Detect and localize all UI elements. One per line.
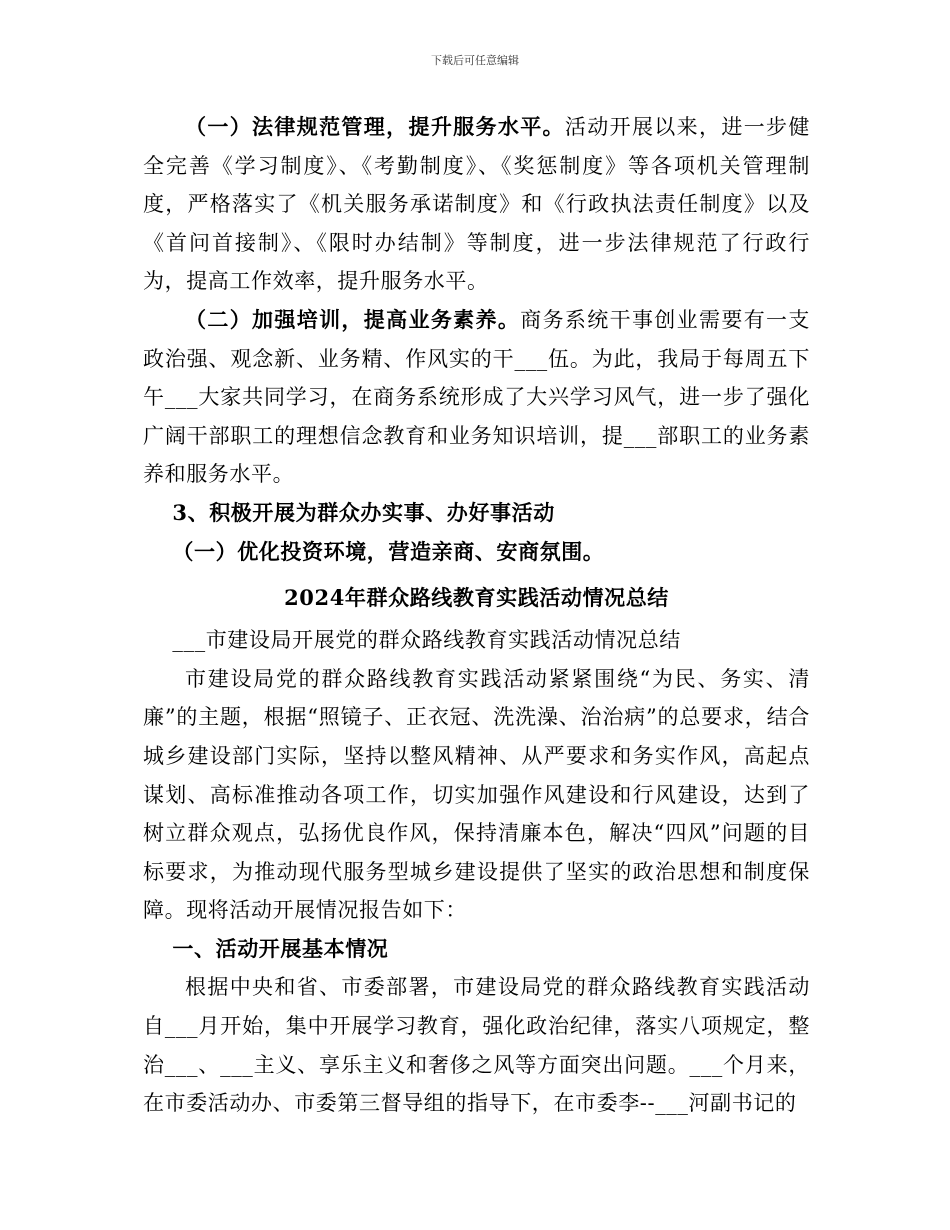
document-title: 2024年群众路线教育实践活动情况总结 [284,585,669,611]
document-body [143,108,810,1123]
paragraph-text-training: 商务系统干事创业需要有一支政治强、观念新、业务精、作风实的干___伍。为此，我局于每周五下午___大家共同学习，在商务系统形成了大兴学习风气，进一步了强化广阔干部职工的理想信念教育和业务知识培训，提___部职工的业务素养和服务水平。 [143,307,810,487]
heading-practical-activities: 3、积极开展为群众办实事、办好事活动 [172,499,555,525]
document-subtitle: ___市建设局开展党的群众路线教育实践活动情况总结 [172,628,681,653]
paragraph-overview: 市建设局党的群众路线教育实践活动紧紧围绕“为民、务实、清廉”的主题，根据“照镜子、正衣冠、洗洗澡、治治病”的总要求，结合城乡建设部门实际，坚持以整风精神、从严要求和务实作风，高起点谋划、高标准推动各项工作，切实加强作风建设和行风建设，达到了树立群众观点，弘扬优良作风，保持清廉本色，解决“四风”问题的目标要求，为推动现代服务型城乡建设提供了坚实的政治思想和制度保障。现将活动开展情况报告如下： [143,666,810,923]
paragraph-lead-training: （二）加强培训，提高业务素养。 [185,306,521,332]
paragraph-basic-situation: 根据中央和省、市委部署，市建设局党的群众路线教育实践活动自___月开始，集中开展学习教育，强化政治纪律，落实八项规定，整治___、___主义、享乐主义和奢侈之风等方面突出问题。___个月来，在市委活动办、市委第三督导组的指导下，在市委李--___河副书记的 [143,975,810,1116]
paragraph-lead-legal-management: （一）法律规范管理，提升服务水平。 [185,114,565,139]
page-header-note: 下载后可任意编辑 [431,54,519,67]
paragraph-legal-management [143,108,810,301]
subheading-investment-environment: （一）优化投资环境，营造亲商、安商氛围。 [172,538,605,564]
paragraph-text-legal-management: 活动开展以来，进一步健全完善《学习制度》、《考勤制度》、《奖惩制度》等各项机关管理制度，严格落实了《机关服务承诺制度》和《行政执法责任制度》以及《首问首接制》、《限时办结制》等制度，进一步法律规范了行政行为，提高工作效率，提升服务水平。 [143,115,810,294]
section-heading-basic-situation: 一、活动开展基本情况 [172,935,389,961]
paragraph-training [143,301,810,494]
